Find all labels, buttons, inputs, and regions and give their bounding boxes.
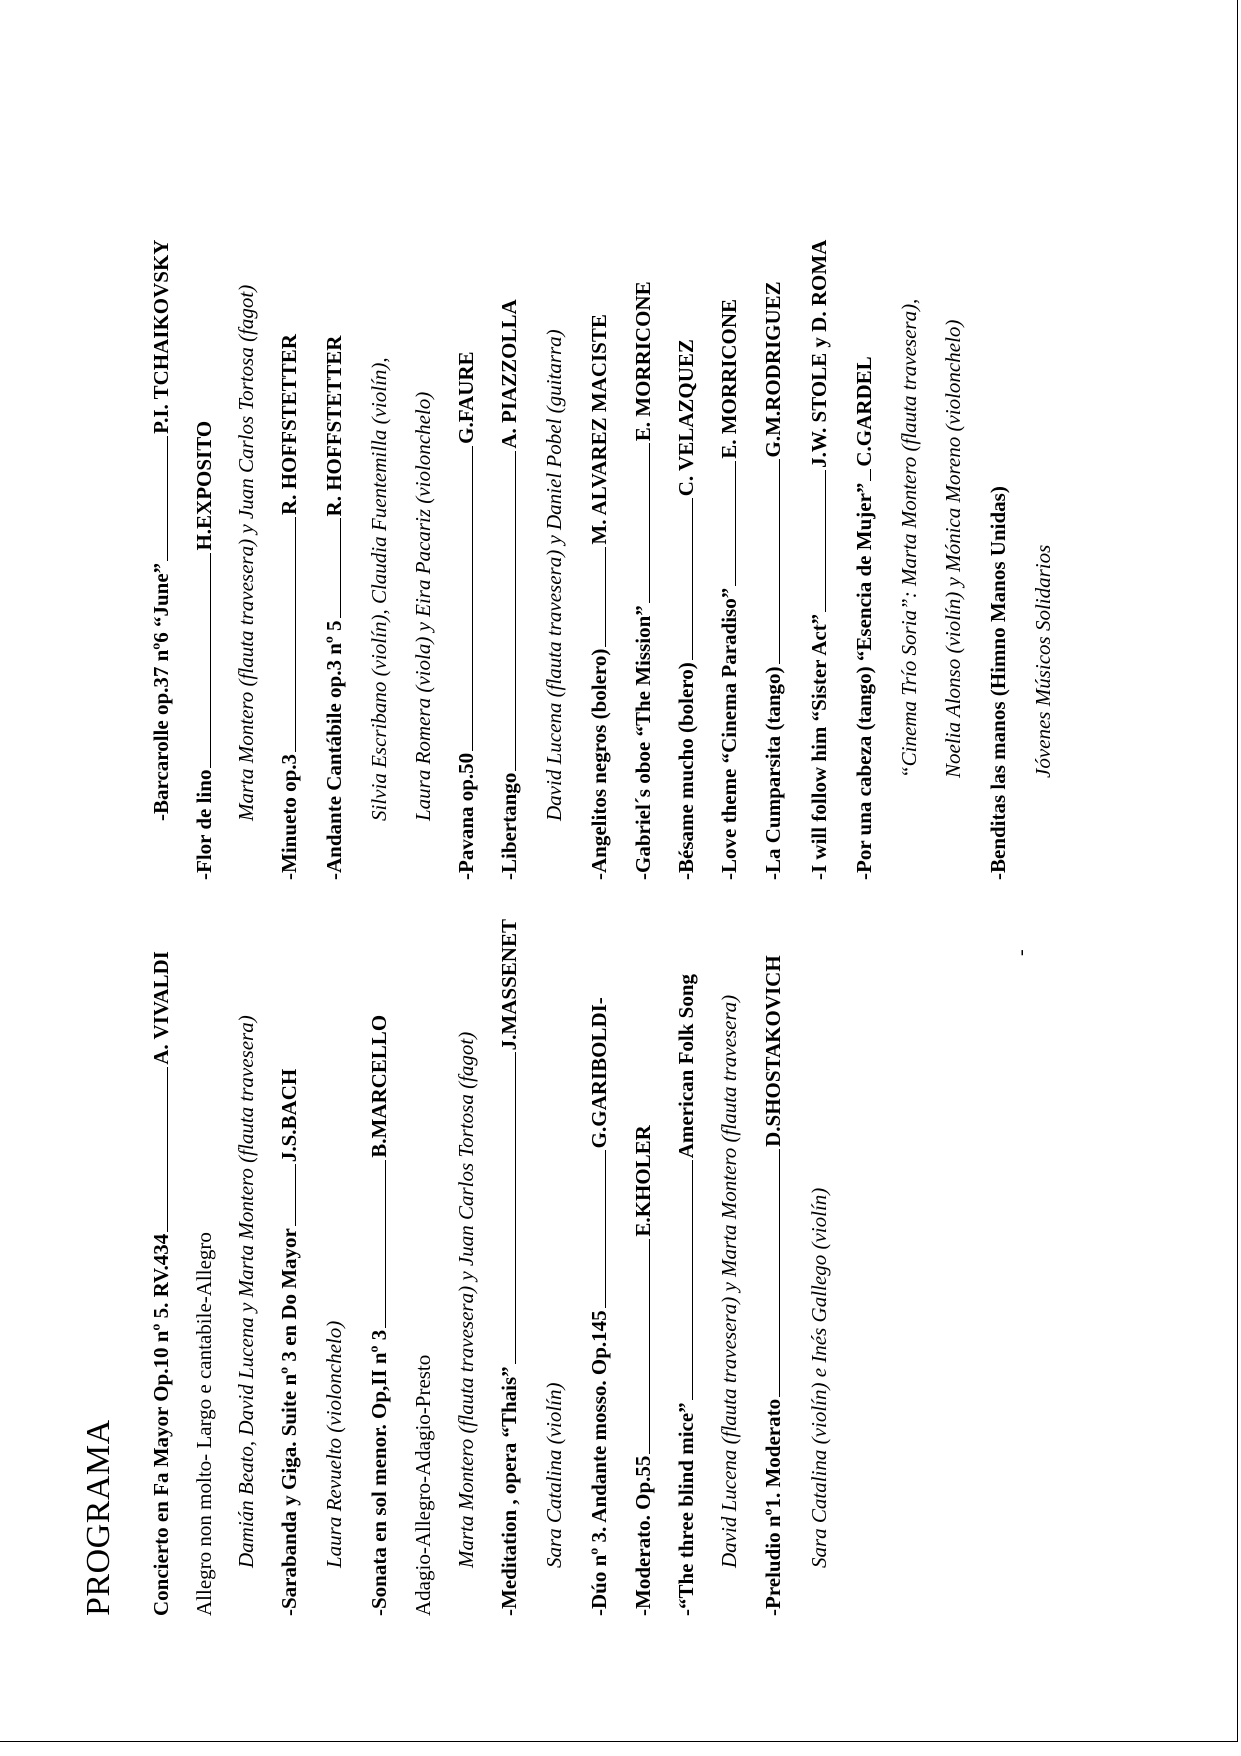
right-item: -LibertangoA. PIAZZOLLA <box>497 299 521 880</box>
right-item: Noelia Alonso (violín) y Mónica Moreno (violonchelo) <box>941 319 965 778</box>
left-item: -Preludio nº1. ModeratoD.SHOSTAKOVICH <box>761 955 785 1616</box>
right-item: -Gabriel´s oboe “The Mission”E. MORRICONE <box>631 281 655 880</box>
right-item: -Angelitos negros (bolero)M. ALVAREZ MACISTE <box>587 314 611 880</box>
right-item: David Lucena (flauta travesera) y Daniel Pobel (guitarra) <box>542 329 566 821</box>
left-item: Marta Montero (flauta travesera) y Juan Carlos Tortosa (fagot) <box>454 1031 478 1568</box>
right-item: -Benditas las manos (Himno Manos Unidas) <box>986 486 1010 880</box>
left-item: Sara Catalina (violín) e Inés Gallego (violín) <box>807 1187 831 1568</box>
left-item: Adagio-Allegro-Adagio-Presto <box>411 1354 435 1616</box>
left-item: -Moderato. Op.55E.KHOLER <box>631 1125 655 1616</box>
right-item: -Love theme “Cinema Paradiso”E. MORRICONE <box>717 298 741 880</box>
right-item: -I will follow him “Sister Act”J.W. STOLE y D. ROMA <box>807 239 831 880</box>
right-item: Jóvenes Músicos Solidarios <box>1031 544 1055 778</box>
left-item: -Meditation , opera “Thais”J.MASSENET <box>497 919 521 1616</box>
left-item: David Lucena (flauta travesera) y Marta Montero (flauta travesera) <box>717 994 741 1568</box>
right-item: -Flor de linoH.EXPOSITO <box>192 420 216 880</box>
left-item: -Sarabanda y Giga. Suite nº 3 en Do MayorJ.S.BACH <box>277 1068 301 1616</box>
left-item: Damián Beato, David Lucena y Marta Montero (flauta travesera) <box>234 1015 258 1568</box>
left-item: -Dúo nº 3. Andante mosso. Op.145G.GARIBOLDI- <box>587 997 611 1616</box>
right-item: -Andante Cantábile op.3 nº 5R. HOFFSTETTER <box>322 335 346 880</box>
left-item: -“The three blind mice”American Folk Song <box>674 973 698 1616</box>
left-item: -Sonata en sol menor. Op,II nº 3B.MARCELLO <box>367 1014 391 1616</box>
right-item: Laura Romera (viola) y Eira Pacariz (violonchelo) <box>411 391 435 821</box>
right-item: Silvia Escribano (violín), Claudia Fuentemilla (violín), <box>367 357 391 821</box>
right-item: -Por una cabeza (tango) “Esencia de Mujer”C.GARDEL <box>852 356 876 880</box>
right-item: “Cinema Trío Soria”: Marta Montero (flauta travesera), <box>897 298 921 778</box>
page-title: PROGRAMA <box>80 1419 117 1616</box>
stray-mark: - <box>1010 949 1032 956</box>
left-item: Allegro non molto- Largo e cantabile-Allegro <box>192 1232 216 1616</box>
left-item: Laura Revuelto (violonchelo) <box>322 1320 346 1568</box>
left-item: Sara Catalina (violín) <box>542 1382 566 1568</box>
right-item: -Bésame mucho (bolero)C. VELAZQUEZ <box>674 339 698 880</box>
right-item: -Minueto op.3R. HOFFSTETTER <box>277 334 301 880</box>
left-item: Concierto en Fa Mayor Op.10 nº 5. RV.434A. VIVALDI <box>149 951 173 1616</box>
right-item: -Barcarolle op.37 nº6 “June”P.I. TCHAIKOVSKY <box>149 239 173 821</box>
right-item: Marta Montero (flauta travesera) y Juan Carlos Tortosa (fagot) <box>234 284 258 821</box>
right-item: -Pavana op.50G.FAURE <box>454 351 478 880</box>
right-item: -La Cumparsita (tango)G.M.RODRIGUEZ <box>761 281 785 880</box>
